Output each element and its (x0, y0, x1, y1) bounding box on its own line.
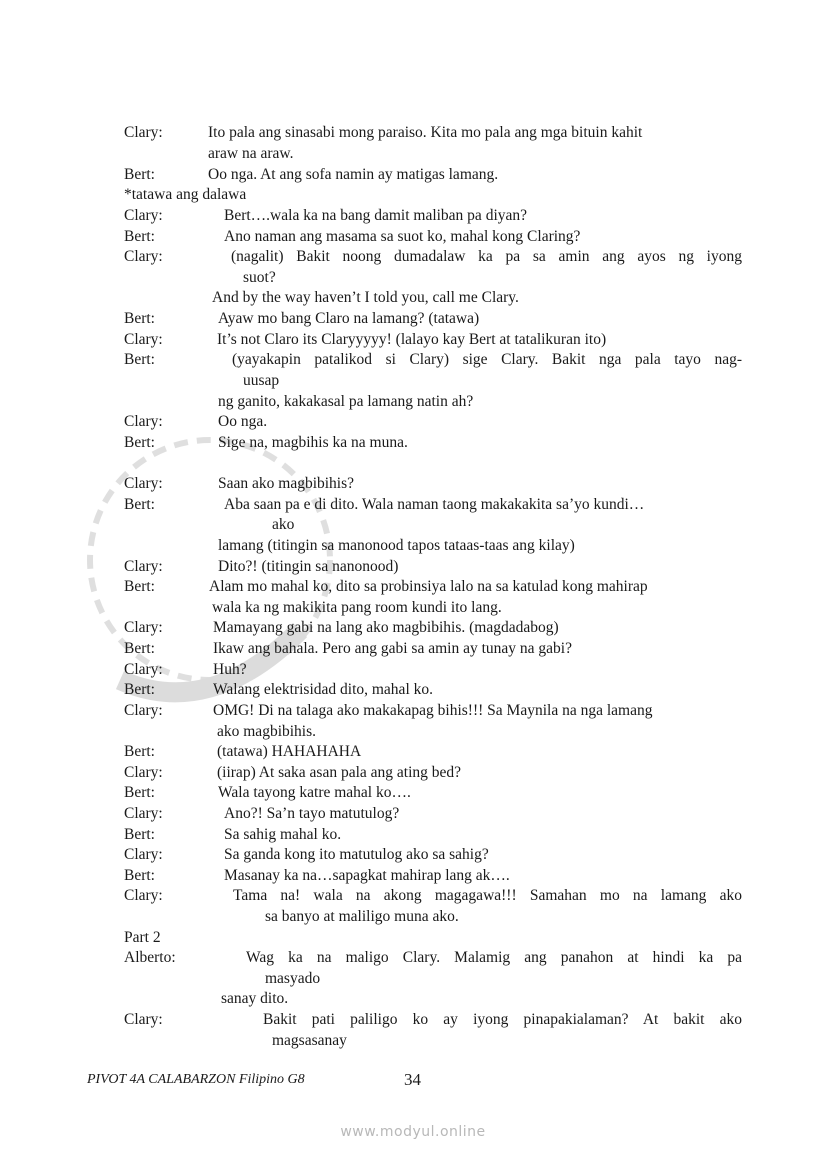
dialogue-text: sa banyo at maliligo muna ako. (265, 908, 459, 925)
speaker-name: Bert: (124, 578, 155, 595)
dialogue-text: Bert….wala ka na bang damit maliban pa diyan? (224, 207, 528, 224)
dialogue-line (0, 845, 826, 865)
speaker-name: Clary: (124, 124, 163, 141)
dialogue-line (0, 1010, 826, 1030)
speaker-name: Bert: (124, 228, 155, 245)
dialogue-line (0, 722, 826, 742)
speaker-name: Clary: (124, 846, 163, 863)
dialogue-text: araw na araw. (208, 145, 294, 162)
dialogue-text: wala ka ng makikita pang room kundi ito lang. (212, 599, 502, 616)
dialogue-line (0, 783, 826, 803)
dialogue-text: Ito pala ang sinasabi mong paraiso. Kita mo pala ang mga bituin kahit (208, 124, 643, 141)
dialogue-text: It’s not Claro its Claryyyyy! (lalayo kay Bert at tatalikuran ito) (217, 331, 607, 348)
dialogue-text: Ayaw mo bang Claro na lamang? (tatawa) (218, 310, 480, 327)
dialogue-line (0, 392, 826, 412)
dialogue-line (0, 330, 826, 350)
dialogue-text: Ano naman ang masama sa suot ko, mahal kong Claring? (224, 228, 581, 245)
dialogue-text: Part 2 (124, 929, 161, 946)
dialogue-line (0, 763, 826, 783)
speaker-name: Bert: (124, 867, 155, 884)
footer-title: PIVOT 4A CALABARZON Filipino G8 (87, 1072, 305, 1087)
dialogue-text: Walang elektrisidad dito, mahal ko. (213, 681, 433, 698)
dialogue-line (0, 825, 826, 845)
dialogue-line (0, 515, 826, 535)
dialogue-line (0, 928, 826, 948)
dialogue-line (0, 536, 826, 556)
dialogue-text: (tatawa) HAHAHAHA (217, 743, 362, 760)
dialogue-text: uusap (243, 372, 280, 389)
dialogue-text: Bakit pati paliligo ko ay iyong pinapakialaman? At bakit ako (263, 1011, 742, 1028)
speaker-name: Clary: (124, 248, 163, 265)
dialogue-text: sanay dito. (221, 990, 289, 1007)
dialogue-text: Sa ganda kong ito matutulog ako sa sahig? (224, 846, 489, 863)
dialogue-text: And by the way haven’t I told you, call me Clary. (212, 289, 519, 306)
speaker-name: Bert: (124, 681, 155, 698)
dialogue-text: (iirap) At saka asan pala ang ating bed? (217, 764, 462, 781)
dialogue-line (0, 206, 826, 226)
dialogue-line (0, 660, 826, 680)
dialogue-line (0, 804, 826, 824)
dialogue-text: (nagalit) Bakit noong dumadalaw ka pa sa amin ang ayos ng iyong (231, 248, 742, 265)
dialogue-line (0, 989, 826, 1009)
dialogue-line (0, 618, 826, 638)
speaker-name: Clary: (124, 207, 163, 224)
speaker-name: Alberto: (124, 949, 176, 966)
speaker-name: Clary: (124, 1011, 163, 1028)
speaker-name: Bert: (124, 826, 155, 843)
dialogue-line (0, 742, 826, 762)
dialogue-line (0, 701, 826, 721)
dialogue-text: Ikaw ang bahala. Pero ang gabi sa amin ay tunay na gabi? (213, 640, 572, 657)
dialogue-line (0, 144, 826, 164)
speaker-name: Clary: (124, 619, 163, 636)
dialogue-text: ako magbibihis. (217, 723, 317, 740)
dialogue-text: (yayakapin patalikod si Clary) sige Clary. Bakit nga pala tayo nag- (232, 351, 742, 368)
dialogue-line (0, 866, 826, 886)
speaker-name: Bert: (124, 434, 155, 451)
dialogue-text: Wala tayong katre mahal ko…. (218, 784, 411, 801)
dialogue-text: ako (272, 516, 295, 533)
dialogue-line (0, 165, 826, 185)
speaker-name: Clary: (124, 475, 163, 492)
dialogue-text: Alam mo mahal ko, dito sa probinsiya lalo na sa katulad kong mahirap (209, 578, 648, 595)
dialogue-line (0, 433, 826, 453)
dialogue-line (0, 577, 826, 597)
speaker-name: Clary: (124, 558, 163, 575)
dialogue-line (0, 907, 826, 927)
dialogue-line (0, 268, 826, 288)
dialogue-line (0, 123, 826, 143)
dialogue-text: Ano?! Sa’n tayo matutulog? (224, 805, 400, 822)
dialogue-line (0, 185, 826, 205)
dialogue-text: Mamayang gabi na lang ako magbibihis. (magdadabog) (213, 619, 559, 636)
dialogue-line (0, 639, 826, 659)
speaker-name: Clary: (124, 764, 163, 781)
dialogue-text: lamang (titingin sa manonood tapos tataas-taas ang kilay) (218, 537, 575, 554)
dialogue-line (0, 412, 826, 432)
dialogue-line (0, 495, 826, 515)
speaker-name: Clary: (124, 887, 163, 904)
dialogue-text: Saan ako magbibihis? (218, 475, 355, 492)
dialogue-text: *tatawa ang dalawa (124, 186, 247, 203)
dialogue-line (0, 1031, 826, 1051)
dialogue-text: Sige na, magbihis ka na muna. (218, 434, 408, 451)
dialogue-text: Masanay ka na…sapagkat mahirap lang ak…. (224, 867, 510, 884)
dialogue-line (0, 350, 826, 370)
speaker-name: Clary: (124, 413, 163, 430)
dialogue-line (0, 288, 826, 308)
dialogue-line (0, 371, 826, 391)
dialogue-text: Aba saan pa e di dito. Wala naman taong makakakita sa’yo kundi… (224, 496, 645, 513)
dialogue-text: Oo nga. At ang sofa namin ay matigas lamang. (208, 166, 499, 183)
dialogue-line (0, 557, 826, 577)
speaker-name: Bert: (124, 310, 155, 327)
dialogue-line (0, 680, 826, 700)
dialogue-text: Dito?! (titingin sa nanonood) (218, 558, 399, 575)
dialogue-line (0, 227, 826, 247)
speaker-name: Bert: (124, 784, 155, 801)
dialogue-text: Sa sahig mahal ko. (224, 826, 342, 843)
dialogue-text: suot? (243, 269, 276, 286)
speaker-name: Clary: (124, 661, 163, 678)
dialogue-text: masyado (265, 970, 321, 987)
speaker-name: Bert: (124, 640, 155, 657)
dialogue-line (0, 247, 826, 267)
speaker-name: Bert: (124, 166, 155, 183)
website-watermark: www.modyul.online (340, 1124, 486, 1140)
dialogue-line (0, 969, 826, 989)
page-number: 34 (404, 1070, 421, 1089)
speaker-name: Bert: (124, 351, 155, 368)
dialogue-line (0, 886, 826, 906)
speaker-name: Clary: (124, 702, 163, 719)
dialogue-text: Wag ka na maligo Clary. Malamig ang panahon at hindi ka pa (246, 949, 742, 966)
dialogue-line (0, 309, 826, 329)
dialogue-line (0, 474, 826, 494)
dialogue-text: ng ganito, kakakasal pa lamang natin ah? (218, 393, 474, 410)
dialogue-line (0, 948, 826, 968)
speaker-name: Clary: (124, 805, 163, 822)
dialogue-text: magsasanay (272, 1032, 347, 1049)
dialogue-text: OMG! Di na talaga ako makakapag bihis!!! Sa Maynila na nga lamang (213, 702, 653, 719)
dialogue-text: Tama na! wala na akong magagawa!!! Samahan mo na lamang ako (233, 887, 742, 904)
speaker-name: Bert: (124, 743, 155, 760)
speaker-name: Clary: (124, 331, 163, 348)
dialogue-text: Huh? (213, 661, 247, 678)
speaker-name: Bert: (124, 496, 155, 513)
dialogue-text: Oo nga. (218, 413, 268, 430)
dialogue-line (0, 598, 826, 618)
